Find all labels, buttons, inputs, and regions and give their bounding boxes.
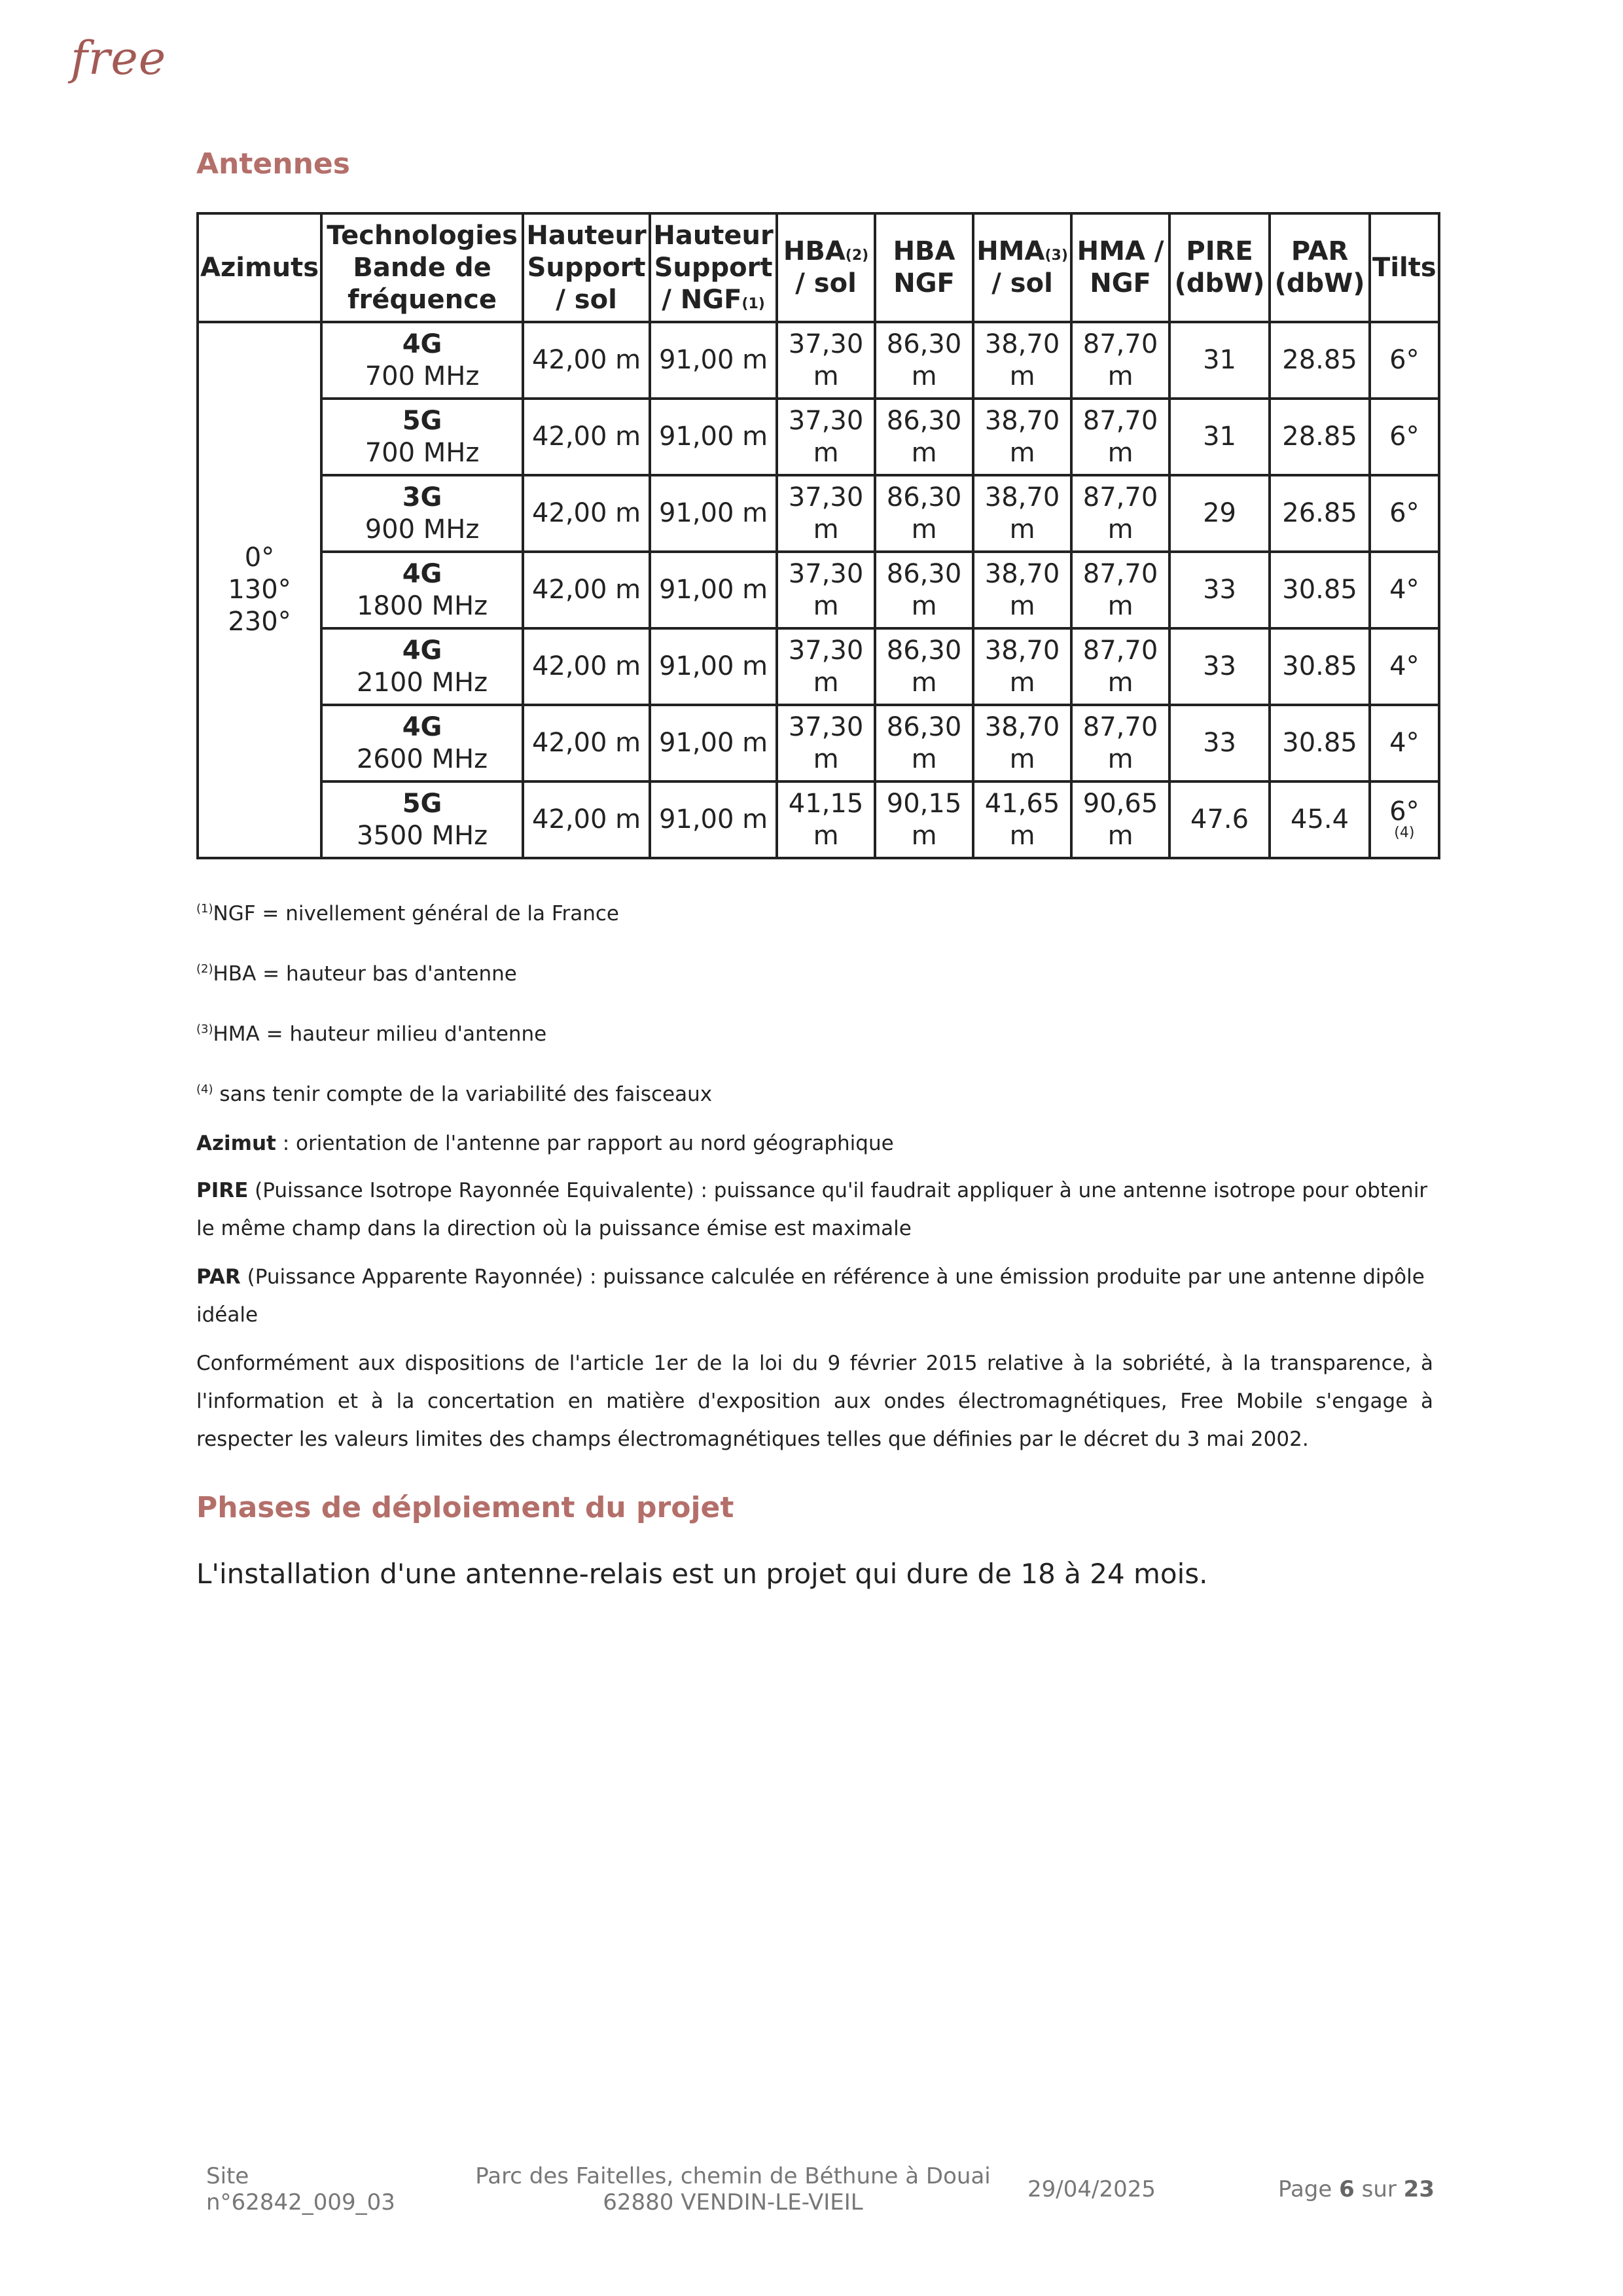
table-row [198, 781, 1439, 858]
hma-ngf-cell [1071, 399, 1169, 475]
header-text: / sol [795, 268, 857, 298]
height-unit: m [1009, 744, 1035, 774]
antennas-table [196, 212, 1440, 859]
tilt-value: 6° [1389, 422, 1419, 452]
header-hba-sol [777, 213, 875, 322]
technology-cell [321, 628, 523, 705]
header-text: Support [654, 252, 773, 283]
tilt-cell [1370, 475, 1439, 552]
header-text: PIRE [1186, 236, 1253, 266]
height-unit: m [911, 667, 937, 698]
header-text: / sol [556, 284, 617, 315]
azimuts-cell [198, 322, 321, 858]
par-cell: 30.85 [1270, 552, 1370, 628]
hba-sol-cell [777, 399, 875, 475]
azimut-value: 130° [228, 575, 291, 605]
header-hma-sol [973, 213, 1071, 322]
footnote-faisceaux [196, 1083, 712, 1106]
height-unit: m [1107, 744, 1133, 774]
header-text: Hauteur [526, 220, 647, 251]
height-unit: m [1107, 437, 1133, 468]
hauteur-support-sol-cell: 42,00 m [523, 399, 650, 475]
hauteur-support-ngf-cell: 91,00 m [650, 399, 777, 475]
par-cell: 28.85 [1270, 322, 1370, 399]
hauteur-support-ngf-cell: 91,00 m [650, 781, 777, 858]
height-value: 86,30 [886, 482, 962, 512]
footnote-ref: (1) [741, 295, 765, 312]
hma-sol-cell [973, 399, 1071, 475]
azimut-value: 230° [228, 607, 291, 637]
hba-sol-cell [777, 705, 875, 781]
footer-address [458, 2163, 1008, 2215]
header-text: HBA [893, 236, 955, 266]
azimut-value: 0° [244, 543, 275, 573]
technology-name: 3G [402, 482, 442, 512]
hba-ngf-cell [875, 322, 973, 399]
hauteur-support-sol-cell: 42,00 m [523, 628, 650, 705]
height-unit: m [813, 514, 839, 545]
header-text: HMA [976, 236, 1045, 266]
footnote-text: HBA = hauteur bas d'antenne [213, 962, 517, 986]
footnote-mark: (1) [196, 902, 213, 916]
hba-sol-cell [777, 628, 875, 705]
hauteur-support-sol-cell: 42,00 m [523, 705, 650, 781]
height-value: 38,70 [984, 558, 1060, 589]
height-unit: m [1009, 437, 1035, 468]
height-value: 86,30 [886, 711, 962, 742]
height-value: 38,70 [984, 329, 1060, 359]
technology-cell [321, 399, 523, 475]
hma-ngf-cell [1071, 322, 1169, 399]
header-text: Technologies [327, 220, 518, 251]
table-row [198, 552, 1439, 628]
table-row [198, 322, 1439, 399]
header-text: HMA / [1077, 236, 1164, 266]
technology-name: 5G [402, 405, 442, 436]
hma-sol-cell [973, 628, 1071, 705]
tilt-cell [1370, 552, 1439, 628]
header-hba-ngf [875, 213, 973, 322]
footer-address-line: 62880 VENDIN-LE-VIEIL [603, 2189, 863, 2215]
pire-cell: 33 [1169, 705, 1270, 781]
technology-cell [321, 475, 523, 552]
height-value: 90,15 [886, 788, 962, 819]
height-value: 37,30 [788, 711, 864, 742]
hba-ngf-cell [875, 552, 973, 628]
height-unit: m [813, 820, 839, 851]
height-value: 41,15 [788, 788, 864, 819]
pire-cell: 33 [1169, 552, 1270, 628]
height-value: 86,30 [886, 405, 962, 436]
height-unit: m [1009, 590, 1035, 621]
tilt-value: 4° [1389, 651, 1419, 681]
height-value: 87,70 [1082, 558, 1158, 589]
header-text: Hauteur [653, 220, 774, 251]
header-hma-ngf [1071, 213, 1169, 322]
height-value: 38,70 [984, 711, 1060, 742]
section-title-antennes: Antennes [196, 147, 350, 181]
hauteur-support-ngf-cell: 91,00 m [650, 705, 777, 781]
tilt-cell [1370, 628, 1439, 705]
footnote-ref: (2) [845, 247, 869, 264]
hma-ngf-cell [1071, 628, 1169, 705]
hma-sol-cell [973, 781, 1071, 858]
height-value: 37,30 [788, 405, 864, 436]
definition-term: Azimut [196, 1132, 276, 1155]
definition-par [196, 1258, 1433, 1334]
header-text: PAR [1291, 236, 1349, 266]
height-unit: m [813, 590, 839, 621]
footnote-text: sans tenir compte de la variabilité des faisceaux [213, 1083, 713, 1106]
height-unit: m [911, 437, 937, 468]
hauteur-support-ngf-cell: 91,00 m [650, 322, 777, 399]
frequency-band: 1800 MHz [356, 590, 488, 621]
footer-site [206, 2163, 395, 2215]
height-value: 86,30 [886, 558, 962, 589]
header-text: HBA [783, 236, 846, 266]
header-text: fréquence [348, 284, 497, 315]
par-cell: 30.85 [1270, 628, 1370, 705]
pire-cell: 47.6 [1169, 781, 1270, 858]
header-par [1270, 213, 1370, 322]
height-value: 37,30 [788, 482, 864, 512]
header-text: / sol [991, 268, 1053, 298]
tilt-cell [1370, 781, 1439, 858]
height-value: 87,70 [1082, 329, 1158, 359]
tilt-cell [1370, 705, 1439, 781]
header-text: (dbW) [1174, 268, 1265, 298]
frequency-band: 900 MHz [365, 514, 480, 545]
tilt-value: 6° [1389, 345, 1419, 375]
definition-text: (Puissance Isotrope Rayonnée Equivalente) : puissance qu'il faudrait appliquer à une antenne isotrope pour obtenir le même champ dans la direction où la puissance émise est maximale [196, 1179, 1428, 1240]
header-azimuts: Azimuts [198, 213, 321, 322]
hba-ngf-cell [875, 628, 973, 705]
phases-text: L'installation d'une antenne-relais est un projet qui dure de 18 à 24 mois. [196, 1558, 1208, 1590]
par-cell: 26.85 [1270, 475, 1370, 552]
header-pire [1169, 213, 1270, 322]
hauteur-support-sol-cell: 42,00 m [523, 552, 650, 628]
hauteur-support-ngf-cell: 91,00 m [650, 552, 777, 628]
footnote-mark: (3) [196, 1022, 213, 1036]
footnote-mark: (4) [196, 1083, 213, 1096]
frequency-band: 2100 MHz [356, 667, 488, 698]
table-row [198, 705, 1439, 781]
hba-sol-cell [777, 781, 875, 858]
frequency-band: 3500 MHz [356, 820, 488, 851]
height-unit: m [911, 820, 937, 851]
height-unit: m [1107, 667, 1133, 698]
table-body [198, 322, 1439, 858]
hma-sol-cell [973, 322, 1071, 399]
height-value: 37,30 [788, 635, 864, 666]
hma-sol-cell [973, 705, 1071, 781]
technology-cell [321, 781, 523, 858]
frequency-band: 2600 MHz [356, 744, 488, 774]
height-value: 90,65 [1082, 788, 1158, 819]
definition-term: PIRE [196, 1179, 249, 1202]
height-value: 87,70 [1082, 711, 1158, 742]
conformity-paragraph: Conformément aux dispositions de l'article 1er de la loi du 9 février 2015 relative à la sobriété, à la transparence, à l'information et à la concertation en matière d'exposition aux ondes électromagnétiques, Free Mobile s'engage à respecter les valeurs limites des champs électromagnétiques telles que définies par le décret du 3 mai 2002. [196, 1352, 1433, 1451]
height-unit: m [1009, 361, 1035, 391]
section-title-phases: Phases de déploiement du projet [196, 1491, 734, 1524]
header-text: Support [527, 252, 646, 283]
footnote-text: NGF = nivellement général de la France [213, 902, 619, 925]
height-unit: m [1009, 820, 1035, 851]
tilt-cell [1370, 322, 1439, 399]
technology-name: 4G [402, 711, 442, 742]
tilt-value: 6° [1389, 796, 1419, 827]
definition-text: (Puissance Apparente Rayonnée) : puissance calculée en référence à une émission produite par une antenne dipôle idéale [196, 1265, 1425, 1327]
technology-cell [321, 552, 523, 628]
hauteur-support-sol-cell: 42,00 m [523, 475, 650, 552]
height-value: 87,70 [1082, 405, 1158, 436]
header-text: / NGF [662, 284, 742, 315]
hba-sol-cell [777, 552, 875, 628]
footer-site-number: n°62842_009_03 [206, 2189, 395, 2215]
height-unit: m [813, 744, 839, 774]
height-unit: m [911, 514, 937, 545]
tilt-value: 6° [1389, 498, 1419, 528]
table-header-row [198, 213, 1439, 322]
height-unit: m [1107, 820, 1133, 851]
height-unit: m [1009, 514, 1035, 545]
hba-ngf-cell [875, 399, 973, 475]
definition-pire [196, 1172, 1433, 1247]
hba-sol-cell [777, 475, 875, 552]
height-unit: m [911, 361, 937, 391]
header-tilts: Tilts [1370, 213, 1439, 322]
header-hauteur-support-sol [523, 213, 650, 322]
page-total: 23 [1403, 2176, 1435, 2202]
pire-cell: 33 [1169, 628, 1270, 705]
hba-ngf-cell [875, 475, 973, 552]
height-unit: m [1107, 514, 1133, 545]
height-value: 41,65 [984, 788, 1060, 819]
definition-text: : orientation de l'antenne par rapport au nord géographique [276, 1132, 894, 1155]
height-value: 87,70 [1082, 635, 1158, 666]
tilt-value: 4° [1389, 728, 1419, 758]
par-cell: 45.4 [1270, 781, 1370, 858]
height-value: 38,70 [984, 405, 1060, 436]
height-unit: m [911, 744, 937, 774]
height-unit: m [813, 437, 839, 468]
page-prefix: Page [1278, 2176, 1340, 2202]
technology-name: 4G [402, 635, 442, 666]
height-unit: m [813, 667, 839, 698]
height-unit: m [1107, 361, 1133, 391]
footnote-ngf [196, 902, 619, 925]
technology-name: 4G [402, 329, 442, 359]
hma-ngf-cell [1071, 552, 1169, 628]
hauteur-support-sol-cell: 42,00 m [523, 322, 650, 399]
footer-address-line: Parc des Faitelles, chemin de Béthune à Douai [475, 2163, 991, 2189]
height-value: 38,70 [984, 635, 1060, 666]
height-value: 86,30 [886, 329, 962, 359]
par-cell: 28.85 [1270, 399, 1370, 475]
footnote-hba [196, 962, 517, 986]
frequency-band: 700 MHz [365, 361, 480, 391]
table-row [198, 399, 1439, 475]
height-value: 38,70 [984, 482, 1060, 512]
hma-ngf-cell [1071, 781, 1169, 858]
header-text: Bande de [353, 252, 491, 283]
par-cell: 30.85 [1270, 705, 1370, 781]
pire-cell: 29 [1169, 475, 1270, 552]
hma-sol-cell [973, 475, 1071, 552]
hba-sol-cell [777, 322, 875, 399]
footnote-text: HMA = hauteur milieu d'antenne [213, 1022, 547, 1046]
header-hauteur-support-ngf [650, 213, 777, 322]
hba-ngf-cell [875, 781, 973, 858]
technology-name: 4G [402, 558, 442, 589]
hma-sol-cell [973, 552, 1071, 628]
pire-cell: 31 [1169, 322, 1270, 399]
height-value: 86,30 [886, 635, 962, 666]
height-value: 37,30 [788, 558, 864, 589]
tilt-footnote-ref: (4) [1394, 824, 1415, 841]
technology-cell [321, 322, 523, 399]
frequency-band: 700 MHz [365, 437, 480, 468]
table-row [198, 475, 1439, 552]
footnote-ref: (3) [1044, 247, 1068, 264]
hba-ngf-cell [875, 705, 973, 781]
hauteur-support-ngf-cell: 91,00 m [650, 628, 777, 705]
height-unit: m [911, 590, 937, 621]
header-text: (dbW) [1274, 268, 1365, 298]
definition-azimut [196, 1124, 1433, 1162]
height-unit: m [1009, 667, 1035, 698]
page-separator: sur [1354, 2176, 1404, 2202]
footnote-hma [196, 1022, 546, 1046]
tilt-value: 4° [1389, 575, 1419, 605]
technology-name: 5G [402, 788, 442, 819]
pire-cell: 31 [1169, 399, 1270, 475]
tilt-cell [1370, 399, 1439, 475]
technology-cell [321, 705, 523, 781]
free-logo: free [71, 31, 167, 85]
height-unit: m [1107, 590, 1133, 621]
height-value: 87,70 [1082, 482, 1158, 512]
hauteur-support-sol-cell: 42,00 m [523, 781, 650, 858]
page-current: 6 [1339, 2176, 1355, 2202]
definition-term: PAR [196, 1265, 241, 1289]
footer-page-number [1278, 2176, 1435, 2202]
hauteur-support-ngf-cell: 91,00 m [650, 475, 777, 552]
header-text: NGF [1090, 268, 1151, 298]
height-unit: m [813, 361, 839, 391]
hma-ngf-cell [1071, 705, 1169, 781]
header-technologies [321, 213, 523, 322]
header-text: NGF [893, 268, 955, 298]
footer-site-label: Site [206, 2163, 249, 2189]
hma-ngf-cell [1071, 475, 1169, 552]
height-value: 37,30 [788, 329, 864, 359]
table-row [198, 628, 1439, 705]
footer-date: 29/04/2025 [1027, 2176, 1156, 2202]
footnote-mark: (2) [196, 962, 213, 976]
